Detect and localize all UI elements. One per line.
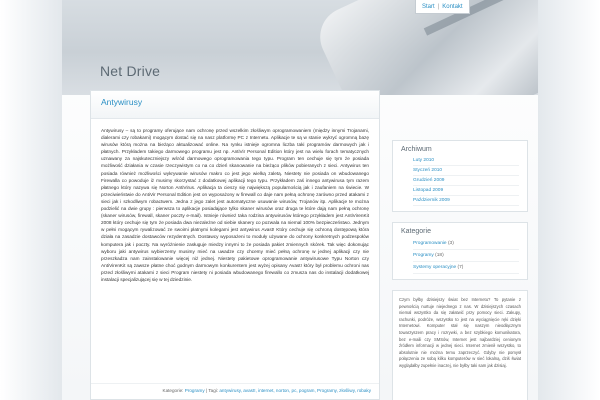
tags-prefix: Tagi: <box>208 388 219 393</box>
nav-separator: | <box>437 3 440 10</box>
archive-item[interactable]: Styczeń 2010 <box>413 166 519 176</box>
category-label[interactable]: Programowanie <box>413 241 447 246</box>
category-label[interactable]: Systemy operacyjne <box>413 265 457 270</box>
laptop-illustration <box>310 0 538 95</box>
nav-start-link[interactable]: Start <box>422 3 435 10</box>
archive-item[interactable]: Październik 2009 <box>413 196 519 206</box>
site-title[interactable]: Net Drive <box>100 63 161 79</box>
sidebar <box>392 140 528 400</box>
top-navigation <box>415 0 470 14</box>
archive-item[interactable]: Luty 2010 <box>413 156 519 166</box>
post-category-link[interactable]: Programy <box>184 388 205 393</box>
post <box>90 90 380 400</box>
archive-widget <box>392 140 528 212</box>
left-decoration <box>0 0 62 400</box>
category-count: (18) <box>435 253 444 258</box>
post-title[interactable]: Antywirusy <box>101 97 143 107</box>
archive-title: Archiwum <box>401 146 432 153</box>
archive-item[interactable]: Grudzień 2009 <box>413 176 519 186</box>
category-prefix: Kategorie: <box>162 388 184 393</box>
category-item[interactable] <box>413 250 519 262</box>
categories-widget <box>392 222 528 280</box>
post-meta <box>91 383 379 399</box>
post-tags-links[interactable]: antywirusy, avast!, internet, norton, pc, pogram, Programy, złośliwy, robaky <box>219 388 371 393</box>
categories-title: Kategorie <box>401 228 431 235</box>
archive-item[interactable]: Listopad 2009 <box>413 186 519 196</box>
meta-separator: | <box>205 388 208 393</box>
archive-list <box>393 156 527 211</box>
category-count: (7) <box>457 265 464 270</box>
header-banner <box>62 0 538 95</box>
right-decoration <box>538 0 600 400</box>
nav-kontakt-link[interactable]: Kontakt <box>442 3 463 10</box>
category-item[interactable] <box>413 262 519 274</box>
categories-list <box>393 238 527 279</box>
post-header <box>91 91 379 119</box>
category-item[interactable] <box>413 238 519 250</box>
post-body: Antywirusy – są to programy oferujące nam ochronę przed wszelkim złośliwym oprogramowaniem (między innymi Trojanami, dialerami czy robakami) mogącym dostać się na nasz platformę PC z Internetu. Aplikacje te są w stanie wykryć ogromną bazę wirusów którą można na bieżąco aktualizować online. Na rynku istnieje ogromna liczba taki programów darmowych jak i płatnych. Przykładem takiego darmowego programu jest np. AntiVir Personal Edition który jest na wielu forach tematycznych uznawany za najskuteczniejszy wśród darmowego oprogramowania tego typu. Program ten cechuje się tym że posiada możliwość działania w czasie rzeczywistym co na co dzień skanowanie na bieżąco plików pobieranych z sieci. Antywirus ten posiada również możliwości wykrywanie wirusów makro co jest jego wielką zaletą. Niestety nie posiada on wbudowanego Firewalla co powoduje iż musimy skorzystać z dodatkowej aplikacji tego typu. Przykładem zaś innego antywirusa tym razem płatnego który nazywa się Norton AntiVirus. Aplikacja ta cieszy się największą popularnością jak i zaufaniem na świecie. W przeciwieństwie do AntiVir Personal Edition jest on wyposażony w firewall co daje nam pełną ochronę zarówno przed atakami z sieci jak i szkodliwym robactwem. Jedna z jego zalet jest automatyczne usuwanie wirusów, Trojanów itp. Aplikacje te można podzielić na dwie grupy : pierwsza to aplikacje posiadające tylko skaner wirusów oraz druga te które dają nam pełną ochronę (skaner wirusów, firewall, skaner poczty e-mail). Istnieje również taka rodzina antywirusów którego przykładem jest AntiVirenKit 2008 który cechuje się tym że posiada dwa niezależne od siebie skanery co pozwala na niemal 100% bezpieczeństwo. Jednym w pełni mogącym rywalizować ze swoimi płatnymi kolegami jest antywirus Avast! Który cechuje się ochroną dostępową która działa na zasadzie dostawców rezydentnych. Dostawcy wyposażeni to moduły używane do ochrony konkretnych podzespołów komputera jak i poczty. Na wyróżnienie zasługuje miedzy innymi to że posiada pakiet zmiennych skórek. Tak więc dokonując wyboru jaki antywirus wybierzemy musimy mieć na uwadze czy chcemy mieć pełną ochronę w jednej aplikacji czy nie przeszkadza nam zainstalowanie więcej niż jednej. Niestety pakietowe oprogramowanie antywirusowe Typu Norton czy AntiVirenKit są zawsze płatne choć godnym darmowym konkurentem jest wyżej opisany Avast! który był problemu ochroni nas przed złośliwymi atakami z sieci Program niestety ni posiada wbudowanego firewallo co zmusza nas do instalacji dodatkowej instalacji specjalizującej się w tej dziedzinie. <box>101 128 369 282</box>
text-widget: Czym byłby dzisiejszy świat bez Internetu? To pytanie z pewnością nurtuje niejednego z nas. W dzisiejszych czasach niemal wszystko da się załatwić przy pomocy sieci. Zakupy, rachunki, podróże, wszystko to jest na wyciągnięcie ręki dzięki Internetowi. Komputer stał się naszym nieodłącznym towarzyszem pracy i rozrywki, a bez szybkiego komunikatora, bez e-maili czy SMSów, Internet jest najbardziej cenionym źródłem informacji w jednej sieci. Internet zmienił wszystko, to absolutnie nie można temu zaprzeczyć. Gdyby nie pomysł połączenia ze sobą kilku komputerów w sieć lokalną, dziś świat wyglądałby zupełnie inaczej, nie byłby taki sam jak dzisiaj. <box>392 290 528 400</box>
category-count: (3) <box>447 241 454 246</box>
category-label[interactable]: Programy <box>413 253 434 258</box>
